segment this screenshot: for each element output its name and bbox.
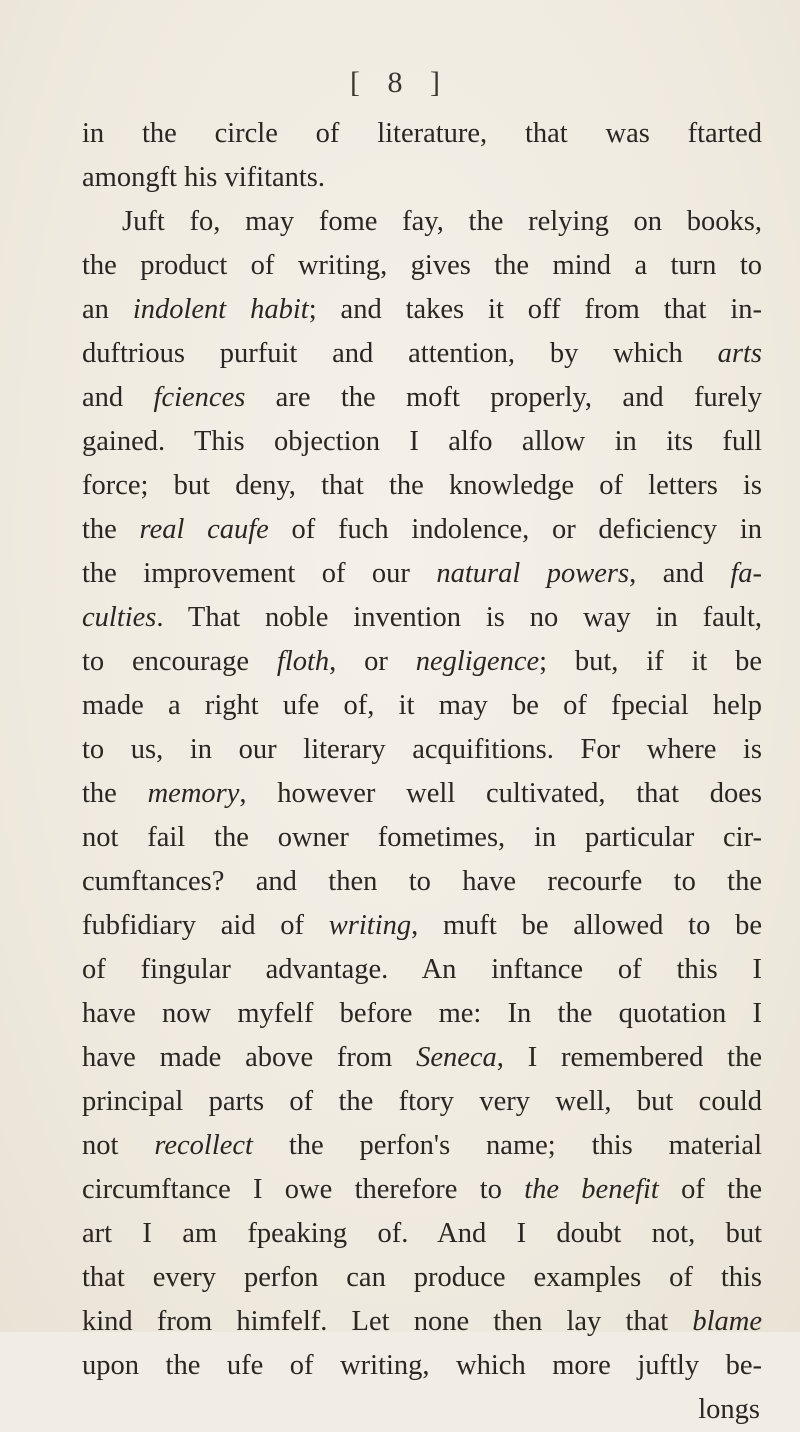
text-run: gained. This objection I alfo allow in its full [82, 426, 762, 457]
text-run: ; but, if it be [539, 646, 763, 677]
italic-text: floth [276, 646, 330, 677]
text-line [82, 288, 762, 332]
text-run: Juft fo, may fome fay, the relying on books, [122, 206, 762, 237]
text-line [82, 332, 762, 376]
text-line [82, 464, 762, 508]
italic-text: indolent habit [132, 294, 309, 325]
text-line [82, 112, 762, 156]
text-run: of fingular advantage. An inftance of this I [82, 954, 762, 985]
text-run: in the circle of literature, that was ftarted [82, 118, 762, 149]
text-line [82, 1168, 762, 1212]
text-run: not fail the owner fometimes, in particular cir- [82, 822, 762, 853]
italic-text: real caufe [139, 514, 269, 545]
text-run: have made above from [82, 1042, 417, 1073]
text-run: longs [698, 1394, 760, 1425]
text-run: principal parts of the ftory very well, but could [82, 1086, 762, 1117]
text-line [82, 640, 762, 684]
text-line [82, 1212, 762, 1256]
text-line [82, 1080, 762, 1124]
text-line [82, 200, 762, 244]
italic-text: writing [328, 910, 412, 941]
italic-text: recollect [154, 1130, 253, 1161]
text-run: the product of writing, gives the mind a turn to [82, 250, 762, 281]
text-run: to encourage [82, 646, 277, 677]
italic-text: the benefit [524, 1174, 659, 1205]
text-run: circumftance I owe therefore to [82, 1174, 525, 1205]
text-run: , however well cultivated, that does [239, 778, 762, 809]
text-run: , or [329, 646, 416, 677]
text-line [82, 244, 762, 288]
text-run: made a right ufe of, it may be of fpecial help [82, 690, 762, 721]
text-run: cumftances? and then to have recourfe to the [82, 866, 762, 897]
italic-text: natural powers [436, 558, 630, 589]
text-run: an [82, 294, 133, 325]
text-run: the improvement of our [82, 558, 437, 589]
italic-text: arts [717, 338, 762, 369]
text-line [82, 1300, 762, 1344]
italic-text: fciences [153, 382, 246, 413]
text-line [82, 552, 762, 596]
text-run: not [82, 1130, 155, 1161]
italic-text: blame [692, 1306, 762, 1337]
text-line [82, 904, 762, 948]
text-line [82, 596, 762, 640]
text-run: art I am fpeaking of. And I doubt not, but [82, 1218, 762, 1249]
text-run: amongft his vifitants. [82, 162, 326, 193]
text-run: upon the ufe of writing, which more juftly be- [82, 1350, 762, 1381]
text-run: are the moft properly, and furely [245, 382, 762, 413]
text-line [82, 992, 762, 1036]
text-run: the perfon's name; this material [252, 1130, 762, 1161]
text-line [82, 816, 762, 860]
italic-text: memory [147, 778, 240, 809]
italic-text: Seneca [416, 1042, 497, 1073]
text-line [82, 508, 762, 552]
italic-text: negligence [415, 646, 540, 677]
text-run: force; but deny, that the knowledge of letters is [82, 470, 762, 501]
text-line [82, 728, 762, 772]
text-run: fubfidiary aid of [82, 910, 329, 941]
text-line [82, 376, 762, 420]
text-line [82, 1344, 762, 1388]
text-line [82, 420, 762, 464]
text-line [82, 772, 762, 816]
text-run: duftrious purfuit and attention, by which [82, 338, 718, 369]
text-run: and [82, 382, 154, 413]
text-line [82, 684, 762, 728]
text-line [82, 860, 762, 904]
text-line [82, 1036, 762, 1080]
text-run: , I remembered the [496, 1042, 762, 1073]
italic-text: culties [82, 602, 157, 633]
text-run: the [82, 778, 148, 809]
italic-text: fa- [730, 558, 762, 589]
text-run: kind from himfelf. Let none then lay that [82, 1306, 693, 1337]
text-line [82, 1256, 762, 1300]
text-line [82, 156, 762, 200]
text-line [82, 1124, 762, 1168]
text-run: , muft be allowed to be [411, 910, 762, 941]
text-run: of fuch indolence, or deficiency in [268, 514, 762, 545]
text-run: , and [629, 558, 731, 589]
text-run: . That noble invention is no way in fault, [156, 602, 762, 633]
text-run: to us, in our literary acquifitions. For where is [82, 734, 762, 765]
text-run: have now myfelf before me: In the quotation I [82, 998, 762, 1029]
text-line [82, 948, 762, 992]
text-run: that every perfon can produce examples of this [82, 1262, 762, 1293]
text-run: the [82, 514, 140, 545]
text-run: of the [658, 1174, 763, 1205]
text-run: ; and takes it off from that in- [308, 294, 763, 325]
body-text [82, 112, 762, 1432]
text-line [82, 1388, 762, 1432]
page-number: [ 8 ] [350, 66, 450, 99]
